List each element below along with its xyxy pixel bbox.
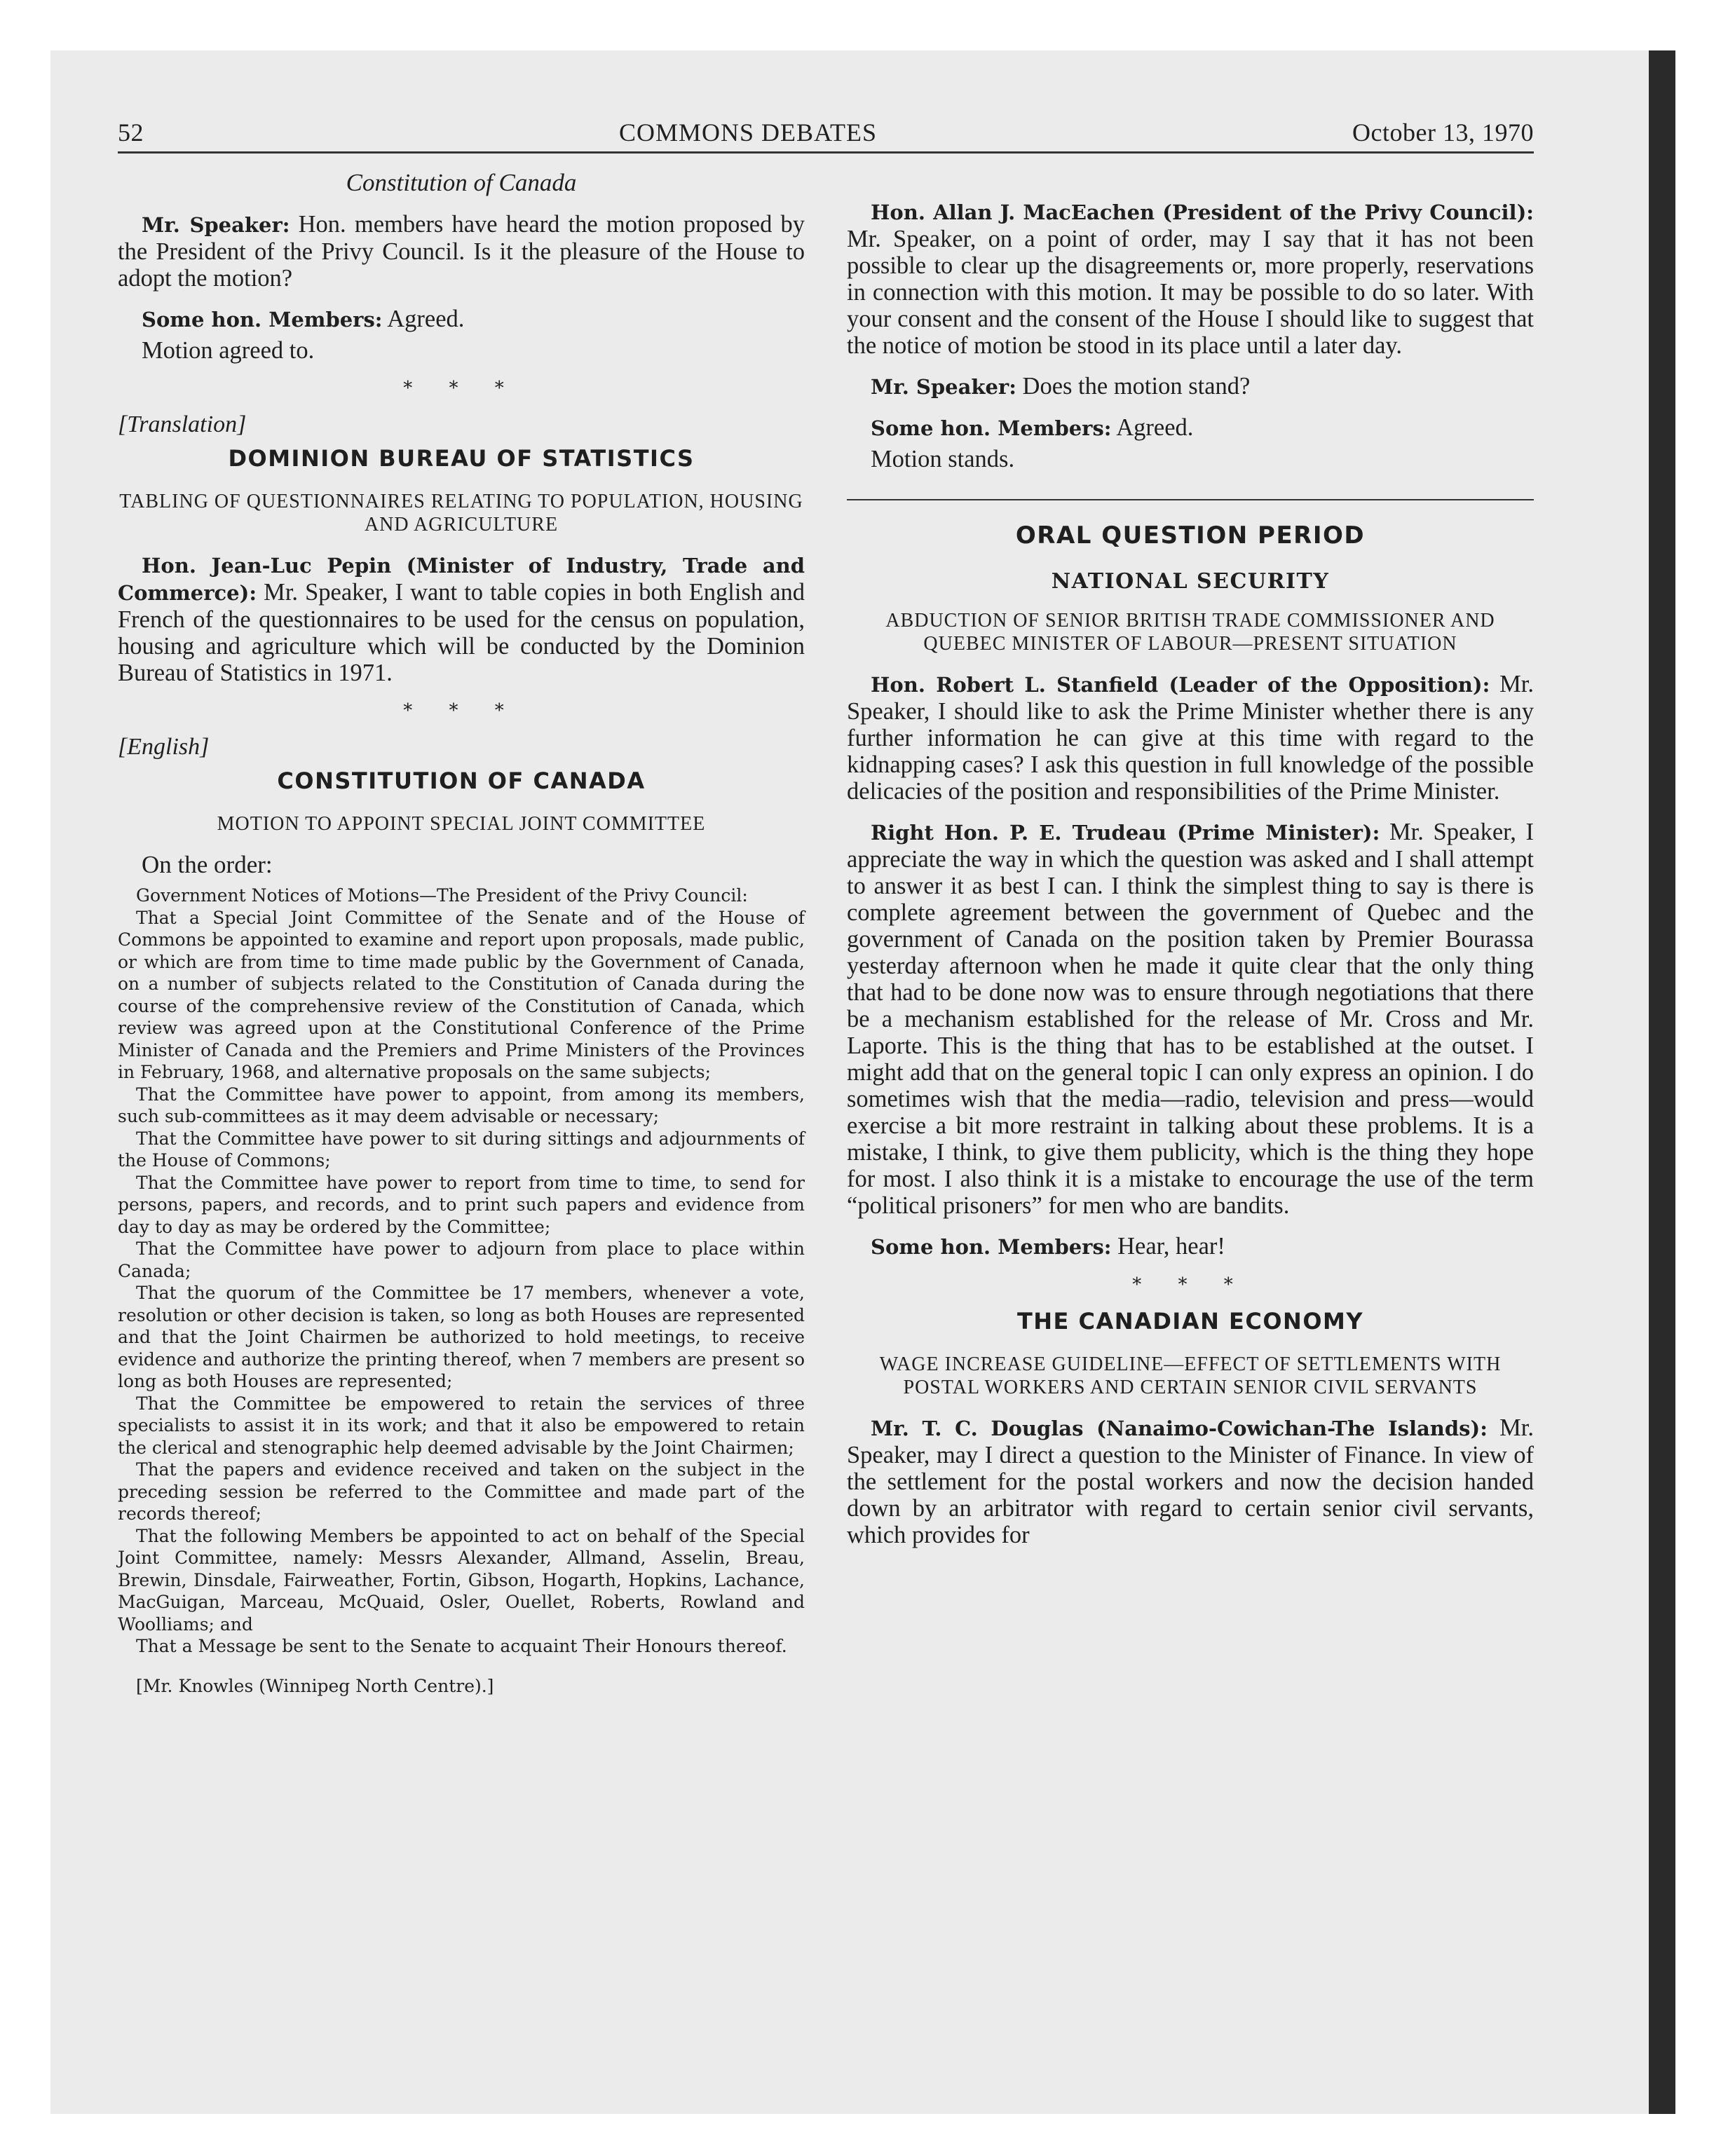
page-content <box>118 118 1534 1696</box>
notice-paragraph: Government Notices of Motions—The President of the Privy Council: <box>136 885 748 906</box>
notice-paragraph: That the Committee have power to appoint, from among its members, such sub-committees as it may deem advisable or necessary; <box>118 1084 805 1126</box>
speech-members-hear <box>847 1233 1534 1260</box>
speech-speaker-stand <box>847 373 1534 400</box>
section-separator: * * * <box>403 700 519 721</box>
notice-paragraph: That the following Members be appointed to act on behalf of the Special Joint Committee, namely: Messrs Alexander, Allmand, Asselin, Breau, Brewin, Dinsdale, Fairweather, Fortin, Gibson, Hogarth, Hopkins, Lachance, MacGuigan, Marceau, McQuaid, Osler, Ouellet, Roberts, Rowland and Woolliams; and <box>118 1525 805 1635</box>
publication-title: COMMONS DEBATES <box>618 118 878 146</box>
speech-text: Agreed. <box>1116 414 1194 441</box>
speech-douglas <box>847 1414 1534 1548</box>
speech-text: Hon. members have heard the motion proposed by the President of the Privy Council. Is it the pleasure of the House to adopt the motion? <box>118 211 805 292</box>
notice-paragraph: That the quorum of the Committee be 17 members, whenever a vote, resolution or other decision is taken, so long as both Houses are represented and that the Joint Chairmen be authorized to hold meetings, to receive evidence and authorize the printing thereof, when 7 members are present so long as both Houses are represented; <box>118 1283 805 1391</box>
speaker-name: Some hon. Members: <box>871 1235 1112 1259</box>
notice-paragraph: That the Committee be empowered to retain the services of three specialists to assist it in its work; and that it also be empowered to retain the clerical and stenographic help deemed advisable by the Joint Chairmen; <box>118 1393 805 1458</box>
speaker-name: Right Hon. P. E. Trudeau (Prime Minister): <box>871 821 1380 845</box>
left-column <box>118 166 805 1696</box>
speech-text: Mr. Speaker, I appreciate the way in which the question was asked and I shall attempt to answer it as best I can. I think the simplest thing to say is there is complete agreement between the government of Quebec and the government of Canada on the position taken by Premier Bourassa yesterday afternoon when he made it quite clear that the only thing that had to be done now was to ensure through negotiations that there be a mechanism established for the release of Mr. Cross and Mr. Laporte. This is the thing that has to be established at the outset. I might add that on the general topic I can only express an opinion. I do sometimes wish that the media—radio, television and press—would exercise a bit more restraint in talking about these problems. It is a mistake, I think, to give them publicity, which is the thing they hope for most. I also think it is a mistake to encourage the use of the term “political prisoners” for men who are bandits. <box>847 819 1535 1219</box>
speaker-name: Some hon. Members: <box>142 308 383 332</box>
header-date: October 13, 1970 <box>1352 118 1534 146</box>
section-subheading: TABLING OF QUESTIONNAIRES RELATING TO POPULATION, HOUSING AND AGRICULTURE <box>119 491 803 535</box>
section-subheading: MOTION TO APPOINT SPECIAL JOINT COMMITTEE <box>217 813 706 835</box>
speech-text: Hear, hear! <box>1117 1233 1225 1260</box>
notice-paragraph: That the papers and evidence received and taken on the subject in the preceding session be referred to the Committee and made part of the records thereof; <box>118 1459 805 1524</box>
page-number: 52 <box>118 118 144 146</box>
binding-edge <box>1649 50 1675 2114</box>
section-subheading: ABDUCTION OF SENIOR BRITISH TRADE COMMISSIONER AND QUEBEC MINISTER OF LABOUR—PRESENT SITUATION <box>885 610 1495 655</box>
speech-text: Does the motion stand? <box>1022 373 1251 400</box>
notice-paragraph: That a Message be sent to the Senate to acquaint Their Honours thereof. <box>136 1636 787 1656</box>
section-heading: ORAL QUESTION PERIOD <box>1015 521 1366 550</box>
speaker-name: Mr. T. C. Douglas (Nanaimo-Cowichan-The Islands): <box>871 1417 1488 1440</box>
speech-speaker-motion <box>118 211 805 292</box>
motion-result: Motion agreed to. <box>142 337 315 364</box>
speech-text: Mr. Speaker, I should like to ask the Prime Minister whether there is any further information he can give at this time with regard to the kidnapping cases? I ask this question in full knowledge of the possible delicacies of the position and responsibilities of the Prime Minister. <box>847 671 1534 805</box>
speech-text: Mr. Speaker, I want to table copies in both English and French of the questionnaires to be used for the census on population, housing and agriculture which will be conducted by the Dominion Bureau of Statistics in 1971. <box>118 579 805 686</box>
running-head: Constitution of Canada <box>346 169 577 196</box>
speech-stanfield <box>847 671 1534 805</box>
speaker-name: Mr. Speaker: <box>142 213 290 237</box>
page-header <box>118 118 1534 153</box>
language-marker: [English] <box>118 734 210 760</box>
section-rule <box>847 499 1534 500</box>
section-separator: * * * <box>403 378 519 399</box>
topic-heading: NATIONAL SECURITY <box>1051 569 1330 594</box>
language-marker: [Translation] <box>118 411 247 437</box>
speech-members-agreed <box>118 306 805 333</box>
speaker-name: Some hon. Members: <box>871 416 1112 440</box>
section-heading: CONSTITUTION OF CANADA <box>277 767 646 794</box>
speech-text: Mr. Speaker, may I direct a question to the Minister of Finance. In view of the settlement for the postal workers and now the decision handed down by an arbitrator with regard to certain senior civil servants, which provides for <box>847 1414 1534 1548</box>
notice-paragraph: That a Special Joint Committee of the Senate and of the House of Commons be appointed to examine and report upon proposals, made public, or which are from time to time made public by the Government of Canada, on a number of subjects related to the Constitution of Canada during the course of the comprehensive review of the Constitution of Canada, which review was agreed upon at the Constitutional Conference of the Prime Minister of Canada and the Premiers and Prime Ministers of the Provinces in February, 1968, and alternative proposals on the same subjects; <box>118 907 805 1082</box>
notice-paragraph: That the Committee have power to report from time to time, to send for persons, papers, and records, and to print such papers and evidence from day to day as may be ordered by the Committee; <box>118 1172 805 1237</box>
speech-members-agreed <box>847 414 1534 442</box>
speech-maceachen <box>847 198 1534 359</box>
section-separator: * * * <box>1132 1274 1248 1295</box>
notice-paragraph: That the Committee have power to adjourn from place to place within Canada; <box>118 1239 805 1281</box>
order-label: On the order: <box>142 851 273 878</box>
section-heading: THE CANADIAN ECONOMY <box>1016 1308 1364 1335</box>
speech-trudeau <box>847 819 1534 1219</box>
speaker-name: Hon. Allan J. MacEachen (President of the Privy Council): <box>871 200 1534 224</box>
section-subheading: WAGE INCREASE GUIDELINE—EFFECT OF SETTLEMENTS WITH POSTAL WORKERS AND CERTAIN SENIOR CIVIL SERVANTS <box>879 1353 1502 1398</box>
notice-paragraph: That the Committee have power to sit during sittings and adjournments of the House of Commons; <box>118 1128 805 1171</box>
speaker-name: Hon. Jean-Luc Pepin (Minister of Industry, Trade and Commerce): <box>118 554 805 605</box>
columns <box>118 166 1534 1696</box>
right-column <box>847 166 1534 1696</box>
notice-of-motion <box>118 885 805 1658</box>
section-heading: DOMINION BUREAU OF STATISTICS <box>228 445 695 472</box>
speech-text: Agreed. <box>387 306 465 332</box>
motion-result: Motion stands. <box>871 446 1015 472</box>
speech-pepin <box>118 552 805 686</box>
speaker-name: Hon. Robert L. Stanfield (Leader of the Opposition): <box>871 673 1490 697</box>
speaker-name: Mr. Speaker: <box>871 375 1016 399</box>
speaker-note: [Mr. Knowles (Winnipeg North Centre).] <box>136 1675 494 1696</box>
speech-text: Mr. Speaker, on a point of order, may I say that it has not been possible to clear up the disagreements or, more properly, reservations in connection with this motion. It may be possible to do so later. With your consent and the consent of the House I should like to suggest that the notice of motion be stood in its place until a later day. <box>847 226 1534 359</box>
